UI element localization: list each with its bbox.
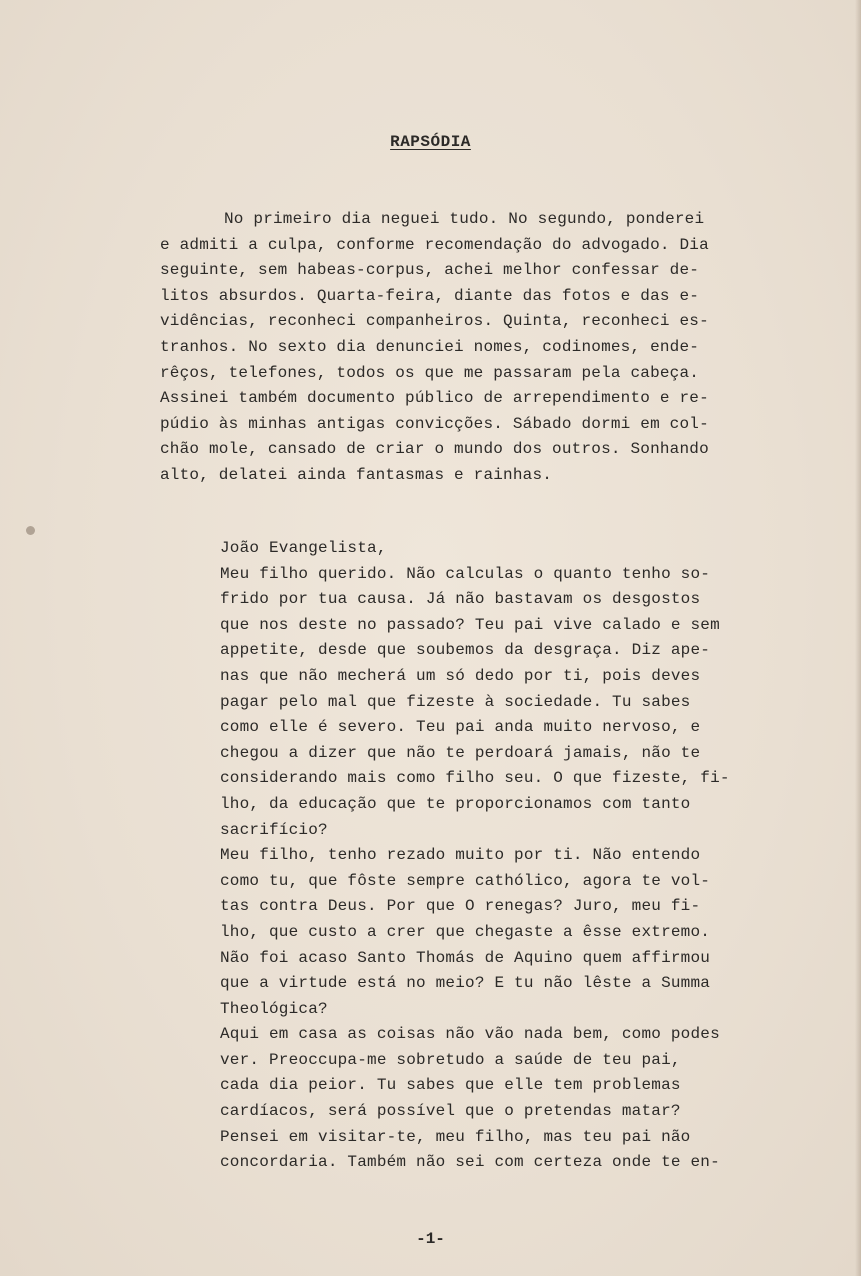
letter-line: concordaria. Também não sei com certeza onde te en- [220, 1153, 720, 1172]
letter-salutation: João Evangelista, [220, 539, 387, 557]
letter-line: pagar pelo mal que fizeste à sociedade. Tu sabes [220, 692, 691, 711]
letter-line: nas que não mecherá um só dedo por ti, pois deves [220, 666, 701, 685]
paragraph-line: alto, delatei ainda fantasmas e rainhas. [160, 465, 553, 484]
letter-line: Meu filho querido. Não calculas o quanto tenho so- [220, 564, 711, 583]
paragraph-line: litos absurdos. Quarta-feira, diante das fotos e das e- [160, 286, 700, 305]
letter-line: lho, que custo a crer que chegaste a êsse extremo. [220, 922, 711, 941]
paragraph-line: rêços, telefones, todos os que me passaram pela cabeça. [160, 363, 700, 382]
letter-line: como elle é severo. Teu pai anda muito nervoso, e [220, 718, 701, 737]
punch-hole [26, 526, 35, 535]
letter-body [220, 536, 765, 1176]
letter-line: appetite, desde que soubemos da desgraça. Diz ape- [220, 641, 711, 660]
paragraph-line: e admiti a culpa, conforme recomendação do advogado. Dia [160, 235, 709, 254]
letter-line: cada dia peior. Tu sabes que elle tem problemas [220, 1076, 681, 1095]
letter-line: Pensei em visitar-te, meu filho, mas teu pai não [220, 1127, 691, 1146]
letter-line: frido por tua causa. Já não bastavam os desgostos [220, 590, 701, 609]
letter-line: ver. Preoccupa-me sobretudo a saúde de teu pai, [220, 1050, 681, 1069]
paragraph-line: vidências, reconheci companheiros. Quinta, reconheci es- [160, 312, 709, 331]
letter-line: que a virtude está no meio? E tu não lêste a Summa [220, 974, 711, 993]
letter-line: Theológica? [220, 999, 328, 1018]
paragraph-line: púdio às minhas antigas convicções. Sábado dormi em col- [160, 414, 709, 433]
letter-line: Aqui em casa as coisas não vão nada bem, como podes [220, 1025, 720, 1044]
letter-line: que nos deste no passado? Teu pai vive calado e sem [220, 615, 720, 634]
paragraph-line: tranhos. No sexto dia denunciei nomes, codinomes, ende- [160, 337, 700, 356]
document-title: RAPSÓDIA [390, 133, 471, 151]
letter-line: cardíacos, será possível que o pretendas matar? [220, 1102, 681, 1121]
paragraph-line: No primeiro dia neguei tudo. No segundo, ponderei [224, 210, 705, 228]
letter-line: considerando mais como filho seu. O que fizeste, fi- [220, 769, 730, 788]
page-number: -1- [416, 1230, 445, 1248]
page-edge [855, 0, 861, 1276]
letter-line: tas contra Deus. Por que O renegas? Juro, meu fi- [220, 897, 701, 916]
letter-line: Meu filho, tenho rezado muito por ti. Não entendo [220, 846, 701, 865]
paragraph-line: chão mole, cansado de criar o mundo dos outros. Sonhando [160, 440, 709, 459]
opening-paragraph [160, 207, 740, 489]
letter-line: Não foi acaso Santo Thomás de Aquino quem affirmou [220, 948, 711, 967]
letter-line: chegou a dizer que não te perdoará jamais, não te [220, 743, 701, 762]
letter-line: lho, da educação que te proporcionamos com tanto [220, 794, 691, 813]
letter-line: sacrifício? [220, 820, 328, 839]
paragraph-line: Assinei também documento público de arrependimento e re- [160, 389, 709, 408]
paragraph-line: seguinte, sem habeas-corpus, achei melhor confessar de- [160, 261, 700, 280]
letter-line: como tu, que fôste sempre cathólico, agora te vol- [220, 871, 711, 890]
